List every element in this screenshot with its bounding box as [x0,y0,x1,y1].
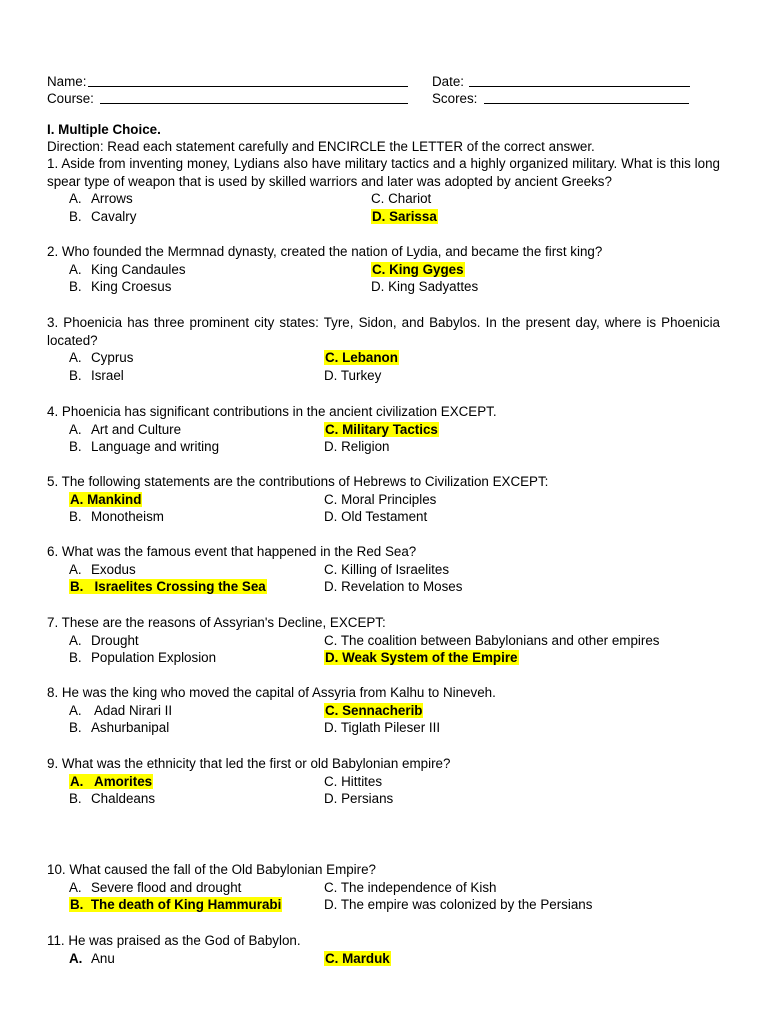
question-stem: 8. He was the king who moved the capital of Assyria from Kalhu to Nineveh. [47,685,496,700]
question-3 [47,314,720,384]
option-letter: B. [69,791,82,807]
option-d[interactable] [324,438,390,456]
question-1 [47,155,720,225]
option-text: C. Sennacherib [325,702,423,718]
option-text: D. Religion [324,439,390,455]
question-stem: 6. What was the famous event that happened in the Red Sea? [47,544,417,559]
option-a[interactable] [69,349,133,367]
option-text: Drought [91,632,139,648]
question-stem: 9. What was the ethnicity that led the first or old Babylonian empire? [47,756,451,771]
option-text: King Croesus [91,279,172,295]
option-text: C. Killing of Israelites [324,561,450,577]
option-d[interactable] [324,367,381,385]
option-a-correct[interactable] [69,773,153,791]
question-10 [47,861,720,914]
option-d[interactable] [324,719,440,737]
option-a[interactable] [69,950,115,968]
option-c[interactable] [324,773,382,791]
option-text: D. Tiglath Pileser III [324,720,441,736]
option-letter: A. [69,879,82,895]
option-text: D. King Sadyattes [371,279,479,295]
section-title: I. Multiple Choice. [47,122,161,137]
header-row-1 [47,74,727,92]
option-text: Chaldeans [91,791,156,807]
question-stem: 2. Who founded the Mermnad dynasty, created the nation of Lydia, and became the first king? [47,244,603,259]
date-label: Date: [432,74,465,89]
option-letter: B. [69,367,82,383]
option-b[interactable] [69,367,124,385]
option-a-correct[interactable] [69,491,142,509]
option-text: Ashurbanipal [91,720,170,736]
question-6 [47,543,720,596]
option-b-correct[interactable] [69,578,267,596]
option-b[interactable] [69,438,219,456]
option-c[interactable] [324,561,449,579]
option-text: D. Persians [324,791,394,807]
option-text: D. Turkey [324,367,382,383]
option-text: Severe flood and drought [91,879,242,895]
option-letter: A. [69,191,82,207]
option-text: King Candaules [91,261,186,277]
option-letter: B. [69,439,82,455]
option-c-correct[interactable] [324,421,439,439]
option-letter: B. [69,650,82,666]
option-text: A. Amorites [70,773,153,789]
option-text: C. Moral Principles [324,491,437,507]
option-letter: B. [69,720,82,736]
option-text: Israel [91,367,124,383]
question-9 [47,755,720,808]
option-text: Monotheism [91,509,164,525]
course-field[interactable] [100,103,408,104]
option-text: Cavalry [91,208,137,224]
option-letter: A. [69,350,82,366]
option-b[interactable] [69,790,155,808]
option-d[interactable] [324,896,592,914]
option-letter: B. [69,208,82,224]
option-text: D. Revelation to Moses [324,579,463,595]
option-text: B. Israelites Crossing the Sea [70,579,266,595]
option-text: D. The empire was colonized by the Persians [324,897,593,913]
option-a[interactable] [69,632,139,650]
option-text: A. Mankind [70,491,142,507]
option-c[interactable] [371,190,431,208]
option-letter: A. [69,950,83,966]
option-b[interactable] [69,719,169,737]
option-c-correct[interactable] [324,950,391,968]
question-4 [47,403,720,456]
scores-label: Scores: [432,91,478,106]
option-d-correct[interactable] [371,208,438,226]
question-8 [47,684,720,737]
option-d-correct[interactable] [324,649,519,667]
option-b[interactable] [69,508,164,526]
option-text: Arrows [91,191,133,207]
question-stem: 10. What caused the fall of the Old Babylonian Empire? [47,862,377,877]
option-letter: A. [69,261,82,277]
direction-text: Direction: Read each statement carefully and ENCIRCLE the LETTER of the correct answer. [47,139,595,154]
option-text: Exodus [91,561,136,577]
option-text: Population Explosion [91,650,217,666]
option-letter: A. [69,702,82,718]
option-d[interactable] [324,508,427,526]
option-text: C. The independence of Kish [324,879,497,895]
option-text: C. Lebanon [325,350,398,366]
option-a[interactable] [69,190,133,208]
option-d[interactable] [371,278,478,296]
question-stem: 7. These are the reasons of Assyrian's Decline, EXCEPT: [47,615,386,630]
option-d[interactable] [324,790,393,808]
option-text: Adad Nirari II [91,702,173,718]
option-text: D. Old Testament [324,509,428,525]
course-label: Course: [47,91,94,106]
option-letter: B. [69,509,82,525]
option-b-correct[interactable] [69,896,282,914]
option-text: C. Marduk [325,950,390,966]
option-text: C. Hittites [324,773,383,789]
option-c-correct[interactable] [324,349,399,367]
option-text: Language and writing [91,439,220,455]
option-letter: B. [69,279,82,295]
name-label: Name: [47,74,87,89]
option-c-correct[interactable] [324,702,423,720]
question-stem: 3. Phoenicia has three prominent city states: Tyre, Sidon, and Babylos. In the present day, where is Phoenicia located? [47,315,720,348]
option-text: D. Weak System of the Empire [325,650,518,666]
scores-field[interactable] [484,103,689,104]
question-7 [47,614,720,667]
date-field[interactable] [469,86,690,87]
question-2 [47,243,720,296]
option-text: C. Military Tactics [325,421,438,437]
option-text: Cyprus [91,350,134,366]
option-text: B. The death of King Hammurabi [70,897,282,913]
option-a[interactable] [69,702,172,720]
question-stem: 4. Phoenicia has significant contributions in the ancient civilization EXCEPT. [47,404,497,419]
option-b[interactable] [69,208,136,226]
option-letter: A. [69,632,82,648]
header-row-2 [47,91,727,109]
option-d[interactable] [324,578,462,596]
option-a[interactable] [69,561,136,579]
question-11 [47,932,720,985]
option-c[interactable] [324,491,436,509]
question-stem: 11. He was praised as the God of Babylon. [47,933,301,948]
question-stem: 5. The following statements are the contributions of Hebrews to Civilization EXCEPT: [47,474,549,489]
option-text: C. Chariot [371,191,432,207]
option-a[interactable] [69,261,186,279]
option-b[interactable] [69,649,216,667]
option-a[interactable] [69,879,241,897]
option-text: C. King Gyges [372,261,464,277]
option-text: D. Sarissa [372,208,437,224]
option-c[interactable] [324,879,496,897]
option-c[interactable] [324,632,659,650]
option-letter: A. [69,561,82,577]
option-text: Art and Culture [91,421,182,437]
option-b[interactable] [69,278,171,296]
question-5 [47,473,720,526]
name-field[interactable] [88,86,408,87]
option-letter: A. [69,421,82,437]
question-stem: 1. Aside from inventing money, Lydians also have military tactics and a highly organized military. What is this long spear type of weapon that is used by skilled warriors and later was adopted by ancient Greeks? [47,156,720,189]
option-c-correct[interactable] [371,261,465,279]
option-text: C. The coalition between Babylonians and other empires [324,632,660,648]
option-text: Anu [91,950,115,966]
option-a[interactable] [69,421,181,439]
